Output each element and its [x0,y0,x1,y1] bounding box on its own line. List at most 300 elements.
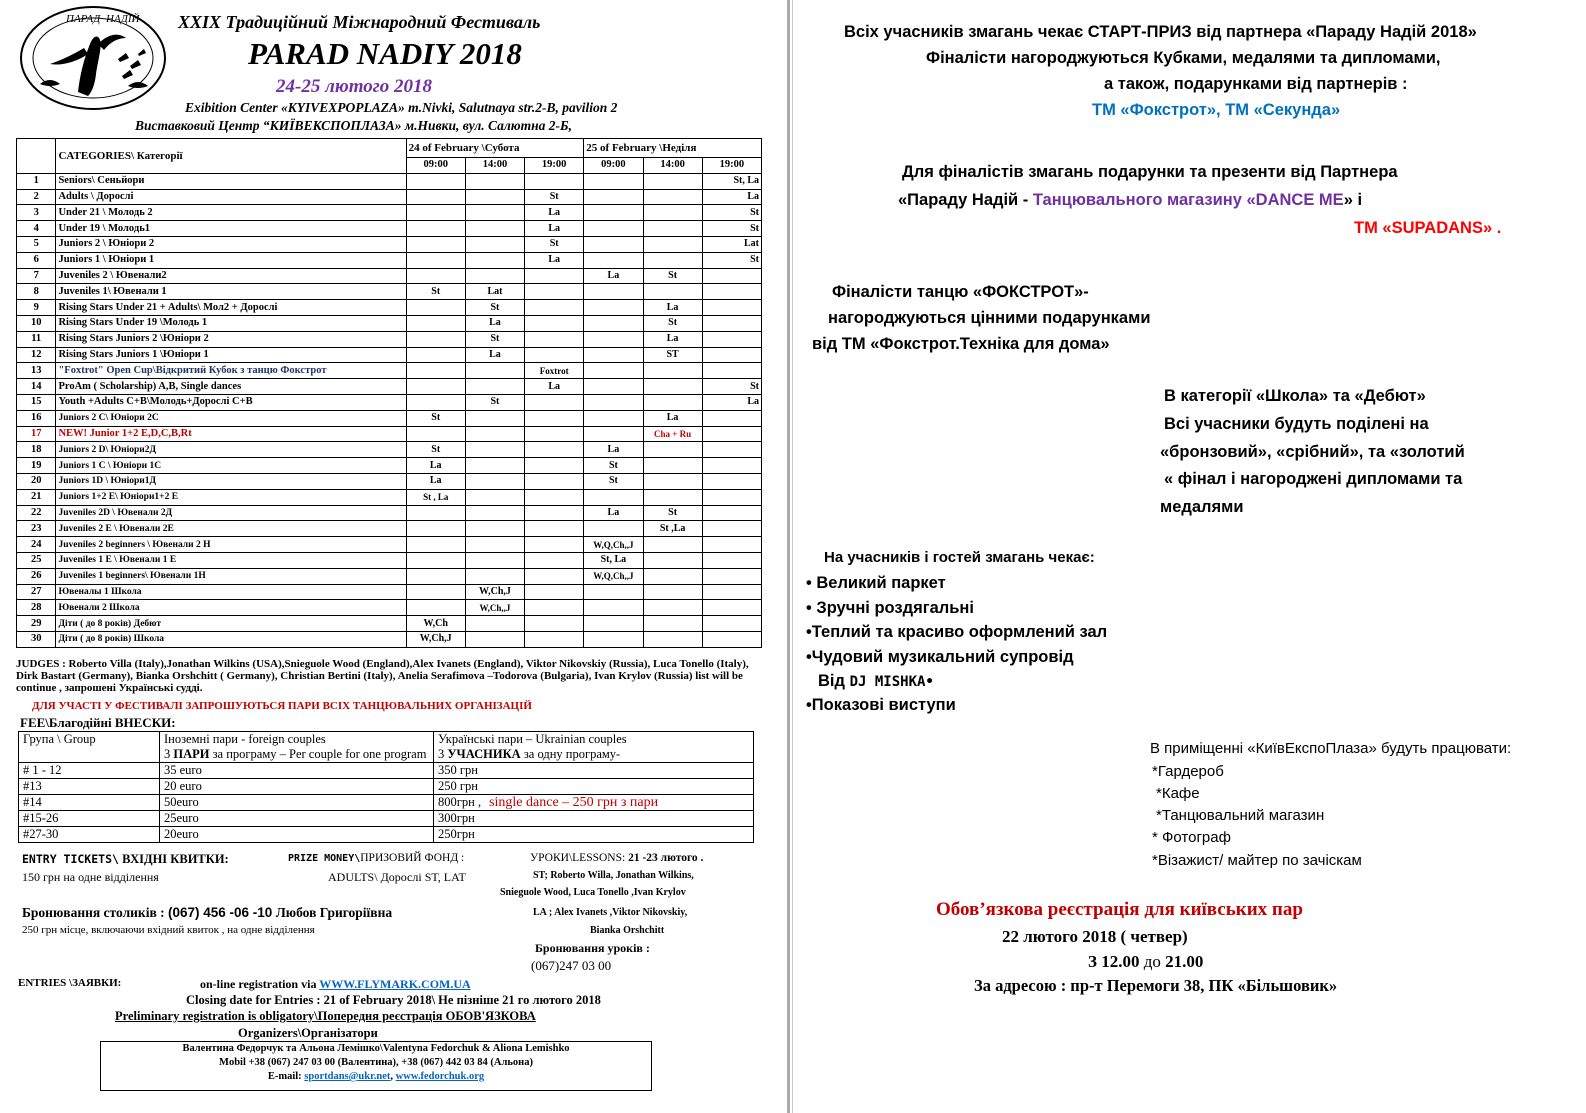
fee-single-dance-note: single dance – 250 грн з пари [489,795,659,810]
row-number: 16 [17,410,56,426]
slot-cell [702,473,761,489]
fee-foreign: 25euro [160,811,434,827]
row-category: Ювенали 2 Школа [56,600,406,616]
fee-foreign: 20 euro [160,779,434,795]
finalists-awards-line: Фіналісти нагороджуються Кубками, медалями та дипломами, [926,49,1441,67]
row-category: Juveniles 1 beginners\ Ювенали 1Н [56,568,406,584]
slot-cell [465,537,524,553]
start-prize-line: Всіх учасників змагань чекає СТАРТ-ПРИЗ від партнера «Параду Надій 2018» [844,23,1477,41]
slot-cell [584,347,643,363]
row-category: Діти ( до 8 років) Школа [56,631,406,647]
fee-row [19,763,754,779]
slot-cell [584,236,643,252]
row-number: 19 [17,458,56,474]
slot-cell: W,Ch,J [406,631,465,647]
slot-cell [465,268,524,284]
slot-cell [525,426,584,442]
address-en: Exibition Center «KYIVEXPOPLAZA» m.Nivki, Salutnaya str.2-B, pavilion 2 [185,100,618,115]
prize-text: ADULTS\ Дорослі ST, LAT [328,870,466,884]
slot-cell [465,189,524,205]
lessons-date: 21 -23 лютого . [625,852,704,864]
fee-ukrainian-value: 800грн , [438,795,482,809]
categories-header: CATEGORIES\ Категорії [56,139,406,174]
amenity-parquet: • Великий паркет [806,574,946,592]
slot-cell [525,521,584,537]
site-link[interactable]: www.fedorchuk.org [395,1071,485,1082]
slot-cell [584,300,643,316]
time-mid: до [1139,952,1166,971]
fee-ukrainian-value: 250грн [438,827,475,841]
schedule-row [17,236,762,252]
finalists-gifts-line: Для фіналістів змагань подарунки та презенти від Партнера [902,163,1398,181]
slot-cell [584,331,643,347]
lessons-la2: Bianka Orshchitt [590,925,665,936]
slot-cell: La [525,205,584,221]
entries-url-link[interactable]: WWW.FLYMARK.COM.UA [319,977,471,991]
amenity-dj [818,669,934,694]
amenities-title: На учасників і гостей змагань чекає: [824,549,1095,566]
row-number: 30 [17,631,56,647]
slot-cell: La [702,189,761,205]
row-number: 12 [17,347,56,363]
email-separator: , [390,1071,396,1082]
schedule-row [17,300,762,316]
prize-label-ua: ПРИЗОВИЙ ФОНД : [360,852,465,864]
schedule-row [17,458,762,474]
slot-cell [465,552,524,568]
fee-foreign-line2 [164,747,429,762]
slot-cell [643,394,702,410]
email-label: E-mail: [267,1071,305,1082]
slot-cell: La [525,252,584,268]
fee-group: #27-30 [19,827,160,843]
slot-cell [702,315,761,331]
slot-cell: St [406,442,465,458]
slot-cell [643,568,702,584]
slot-cell [525,173,584,189]
slot-cell [406,552,465,568]
slot-cell [702,442,761,458]
slot-cell [584,205,643,221]
slot-cell [702,537,761,553]
row-number: 7 [17,268,56,284]
slot-cell: La [702,394,761,410]
schedule-row [17,552,762,568]
kyiv-registration-time [1088,950,1203,974]
slot-cell [465,173,524,189]
amenity-shows: •Показові виступи [806,696,956,714]
schedule-row [17,600,762,616]
schedule-row [17,284,762,300]
slot-cell: St [584,458,643,474]
slot-cell [584,410,643,426]
slot-cell [465,252,524,268]
prize-label-en: PRIZE MONEY\ [288,853,361,864]
slot-cell [406,173,465,189]
dance-me-pre: «Параду Надій - [898,191,1033,209]
slot-cell [584,631,643,647]
entry-tickets-text: 150 грн на одне відділення [22,870,159,884]
kyiv-registration-date: 22 лютого 2018 ( четвер) [1002,927,1188,946]
schedule-row [17,584,762,600]
slot-cell [465,616,524,632]
row-number: 15 [17,394,56,410]
slot-cell [465,631,524,647]
fee-ukrainian [434,763,754,779]
slot-cell [525,410,584,426]
time-pre: З [1088,952,1102,971]
row-category: Rising Stars Under 19 \Молодь 1 [56,315,406,331]
judges-list: JUDGES : Roberto Villa (Italy),Jonathan Wilkins (USA),Snieguole Wood (England),Alex Ivanets (England), Viktor Nikovskiy (Russia), Luca Tonello (Italy), Dirk Bastart (Germany), Bianka Orshchitt ( Germany), Christian Bertini (Italy), Anelia Serafimova –Todorova (Bulgaria), Ivan Krylov (Russia) list will be continue , запрошені Українські судді. [16,658,749,694]
foxtrot-finalists-line1: Фіналісти танцю «ФОКСТРОТ»- [832,283,1089,301]
row-number: 22 [17,505,56,521]
fee-ua-bold: УЧАСНИКА [447,747,521,761]
slot-cell [465,426,524,442]
row-category: Rising Stars Juniors 2 \Юніори 2 [56,331,406,347]
slot-cell [525,442,584,458]
slot-cell [525,584,584,600]
slot-cell [525,568,584,584]
slot-cell [584,315,643,331]
fee-foreign-bold: ПАРИ [173,747,210,761]
schedule-row [17,347,762,363]
slot-cell [702,505,761,521]
slot-cell: St [406,410,465,426]
fee-foreign: 50euro [160,795,434,811]
slot-cell [406,568,465,584]
prize-label [288,852,464,864]
slot-cell [406,268,465,284]
tables-label: Бронювання столиків : [22,905,168,920]
slot-cell: W,Ch [406,616,465,632]
festival-date: 24-25 лютого 2018 [276,76,432,97]
row-number: 26 [17,568,56,584]
fee-ukrainian-value: 250 грн [438,779,478,793]
fee-ua-line1: Українські пари – Ukrainian couples [438,732,627,746]
organizers-phones: Mobil +38 (067) 247 03 00 (Валентина), +38 (067) 442 03 84 (Альона) [219,1057,533,1068]
row-number: 14 [17,379,56,395]
time-end: 21.00 [1165,952,1204,971]
row-category: Under 21 \ Молодь 2 [56,205,406,221]
slot-cell [702,426,761,442]
row-number: 1 [17,173,56,189]
dance-me-line [898,188,1362,212]
fee-ukrainian [434,811,754,827]
slot-cell [525,284,584,300]
slot-cell [584,284,643,300]
slot-cell [406,537,465,553]
slot-cell [525,473,584,489]
time-cell: 09:00 [406,158,465,174]
slot-cell [584,489,643,505]
slot-cell: W,Q,Ch,,J [584,537,643,553]
row-number: 2 [17,189,56,205]
slot-cell [406,331,465,347]
fee-header-foreign [160,732,434,763]
fee-ukrainian [434,795,754,811]
slot-cell [702,284,761,300]
school-debut-line5: медалями [1160,498,1244,516]
slot-cell: St, La [584,552,643,568]
slot-cell [584,379,643,395]
slot-cell: La [584,442,643,458]
email-link[interactable]: sportdans@ukr.net [304,1071,391,1082]
slot-cell [525,600,584,616]
slot-cell [465,505,524,521]
slot-cell: La [643,410,702,426]
slot-cell: St [465,300,524,316]
slot-cell: W,Q,Ch,,J [584,568,643,584]
row-category: Juniors 1D \ Юніори1Д [56,473,406,489]
row-category: Juniors 1 \ Юніори 1 [56,252,406,268]
time-cell: 09:00 [584,158,643,174]
festival-logo [18,4,168,112]
slot-cell [702,631,761,647]
fee-ua-line2 [438,747,749,762]
slot-cell [584,189,643,205]
dj-pre: Від [818,672,850,690]
slot-cell [702,300,761,316]
slot-cell [584,252,643,268]
slot-cell: St [643,268,702,284]
slot-cell [465,221,524,237]
right-page [800,0,1586,1113]
slot-cell [406,205,465,221]
schedule-row [17,489,762,505]
fee-group: #13 [19,779,160,795]
row-category: Juveniles 2 beginners \ Ювенали 2 Н [56,537,406,553]
organizers-box [100,1041,652,1091]
slot-cell [525,489,584,505]
dance-me-post: » і [1343,191,1363,209]
time-cell: 14:00 [643,158,702,174]
row-number: 27 [17,584,56,600]
schedule-row [17,410,762,426]
schedule-row [17,379,762,395]
slot-cell [643,616,702,632]
address-ua: Виставковий Центр “КИЇВЕКСПОПЛАЗА» м.Нивки, вул. Салютна 2-Б, [135,118,572,133]
slot-cell [406,300,465,316]
school-debut-line1: В категорії «Школа» та «Дебют» [1164,387,1426,405]
slot-cell [643,458,702,474]
schedule-row [17,315,762,331]
schedule-row [17,252,762,268]
row-number: 28 [17,600,56,616]
slot-cell: St [702,379,761,395]
row-category: Juniors 1+2 E\ Юніори1+2 Е [56,489,406,505]
slot-cell [643,442,702,458]
time-start: 12.00 [1101,952,1140,971]
row-number: 5 [17,236,56,252]
slot-cell [643,221,702,237]
dance-me-shop: Танцювального магазину «DANCE ME [1032,191,1344,209]
slot-cell [525,458,584,474]
row-number: 17 [17,426,56,442]
slot-cell [525,505,584,521]
row-category: Juveniles 1 E \ Ювенали 1 Е [56,552,406,568]
slot-cell [643,379,702,395]
dj-name: DJ MISHKA• [849,674,934,690]
kyiv-registration-address: За адресою : пр-т Перемоги 38, ПК «Більшовик» [974,976,1338,995]
fee-ukrainian-value: 350 грн [438,763,478,777]
fee-header-group: Група \ Group [19,732,160,763]
row-number: 23 [17,521,56,537]
service-shop: *Танцювальний магазин [1156,807,1325,824]
fee-title: FEE\Благодійні ВНЕСКИ: [20,715,176,730]
organizers-email [101,1070,651,1084]
slot-cell [525,347,584,363]
slot-cell [406,315,465,331]
row-category: Juveniles 2D \ Ювенали 2Д [56,505,406,521]
fee-table [18,731,754,843]
slot-cell: St , La [406,489,465,505]
row-category: Juniors 2 C\ Юніори 2С [56,410,406,426]
slot-cell: La [584,268,643,284]
entries-label: ENTRIES \ЗАЯВКИ: [18,977,122,989]
lessons-st2: Snieguole Wood, Luca Tonello ,Ivan Krylov [500,887,686,898]
slot-cell [406,252,465,268]
fee-ua-post: за одну програму- [520,747,621,761]
slot-cell: St [525,236,584,252]
organizers-title: Organizers\Організатори [238,1026,378,1040]
slot-cell [465,458,524,474]
row-number: 3 [17,205,56,221]
num-header [17,139,56,174]
slot-cell [584,426,643,442]
slot-cell [525,552,584,568]
day1-header: 24 of February \Субота [406,139,584,158]
schedule-row [17,331,762,347]
slot-cell [525,616,584,632]
row-number: 24 [17,537,56,553]
slot-cell [465,236,524,252]
slot-cell [406,347,465,363]
row-category: Youth +Adults C+B\Молодь+Дорослі C+B [56,394,406,410]
fee-header-ukrainian [434,732,754,763]
supadans-line: ТМ «SUPADANS» . [1354,219,1502,237]
row-category: Rising Stars Juniors 1 \Юніори 1 [56,347,406,363]
slot-cell [525,537,584,553]
slot-cell [702,616,761,632]
schedule-row [17,221,762,237]
row-number: 13 [17,363,56,379]
fee-row [19,811,754,827]
schedule-table [16,138,762,648]
slot-cell [584,600,643,616]
slot-cell: La [465,347,524,363]
slot-cell [465,363,524,379]
page-divider [787,0,790,1113]
row-category: Juveniles 1\ Ювенали 1 [56,284,406,300]
slot-cell [643,552,702,568]
svg-text:ПАРАД: ПАРАД [66,13,101,25]
slot-cell [406,363,465,379]
festival-subtitle: XXIX Традиційний Міжнародний Фестиваль [178,12,541,32]
slot-cell: St [702,205,761,221]
row-category: Juveniles 2 E \ Ювенали 2Е [56,521,406,537]
slot-cell [584,363,643,379]
slot-cell: St [525,189,584,205]
row-category: ProAm ( Scholarship) A,B, Single dances [56,379,406,395]
slot-cell: St [702,252,761,268]
slot-cell: La [406,473,465,489]
lessons-st: ST; Roberto Willa, Jonathan Wilkins, [533,870,694,881]
left-page [0,0,770,1113]
schedule-row [17,173,762,189]
slot-cell [525,331,584,347]
slot-cell: St [643,315,702,331]
slot-cell [702,410,761,426]
slot-cell: ST [643,347,702,363]
tables-text: 250 грн місце, включаючи вхідний квиток , на одне відділення [22,924,315,936]
fee-foreign-post: за програму – Per couple for one program [209,747,427,761]
schedule-row [17,268,762,284]
day2-header: 25 of February \Неділя [584,139,762,158]
row-category: "Foxtrot" Open Cup\Відкритий Кубок з танцю Фокстрот [56,363,406,379]
slot-cell [525,394,584,410]
slot-cell: St [465,331,524,347]
row-category: Juniors 1 C \ Юніори 1С [56,458,406,474]
schedule-row [17,616,762,632]
slot-cell: St [643,505,702,521]
slot-cell [702,521,761,537]
row-number: 25 [17,552,56,568]
slot-cell [643,173,702,189]
slot-cell: La [584,505,643,521]
slot-cell: St [702,221,761,237]
slot-cell: La [465,315,524,331]
slot-cell [702,363,761,379]
amenity-dressing: • Зручні роздягальні [806,599,974,617]
row-number: 10 [17,315,56,331]
time-cell: 19:00 [525,158,584,174]
row-number: 4 [17,221,56,237]
slot-cell [465,521,524,537]
slot-cell [643,631,702,647]
fee-row [19,827,754,843]
schedule-row [17,394,762,410]
kyiv-registration-title: Обов’язкова реєстрація для київських пар [936,899,1303,920]
tables-name: Любов Григоріївна [272,905,393,920]
slot-cell [643,473,702,489]
fee-row [19,795,754,811]
closing-date: Closing date for Entries : 21 of February 2018\ Не пізніше 21 го лютого 2018 [186,993,601,1007]
slot-cell [584,173,643,189]
tables-phone: (067) 456 -06 -10 [168,905,273,920]
row-category: Under 19 \ Молодь1 [56,221,406,237]
schedule-row [17,442,762,458]
slot-cell [702,489,761,505]
schedule-row [17,537,762,553]
row-number: 9 [17,300,56,316]
row-category: Juniors 2 D\ Юніори2Д [56,442,406,458]
slot-cell [525,315,584,331]
slot-cell [643,537,702,553]
slot-cell [465,473,524,489]
slot-cell: W,Ch,J [465,584,524,600]
slot-cell: W,Ch,,J [465,600,524,616]
slot-cell [525,631,584,647]
slot-cell [643,489,702,505]
slot-cell [702,458,761,474]
amenity-music: •Чудовий музикальний супровід [806,648,1074,666]
row-category: Juveniles 2 \ Ювенали2 [56,268,406,284]
slot-cell: Lat [465,284,524,300]
schedule-row [17,363,762,379]
row-category: Rising Stars Under 21 + Adults\ Мол2 + Дорослі [56,300,406,316]
venue-services-title: В приміщенні «КиївЕкспоПлаза» будуть працювати: [1150,740,1512,757]
fee-ua-pre: 3 [438,747,448,761]
